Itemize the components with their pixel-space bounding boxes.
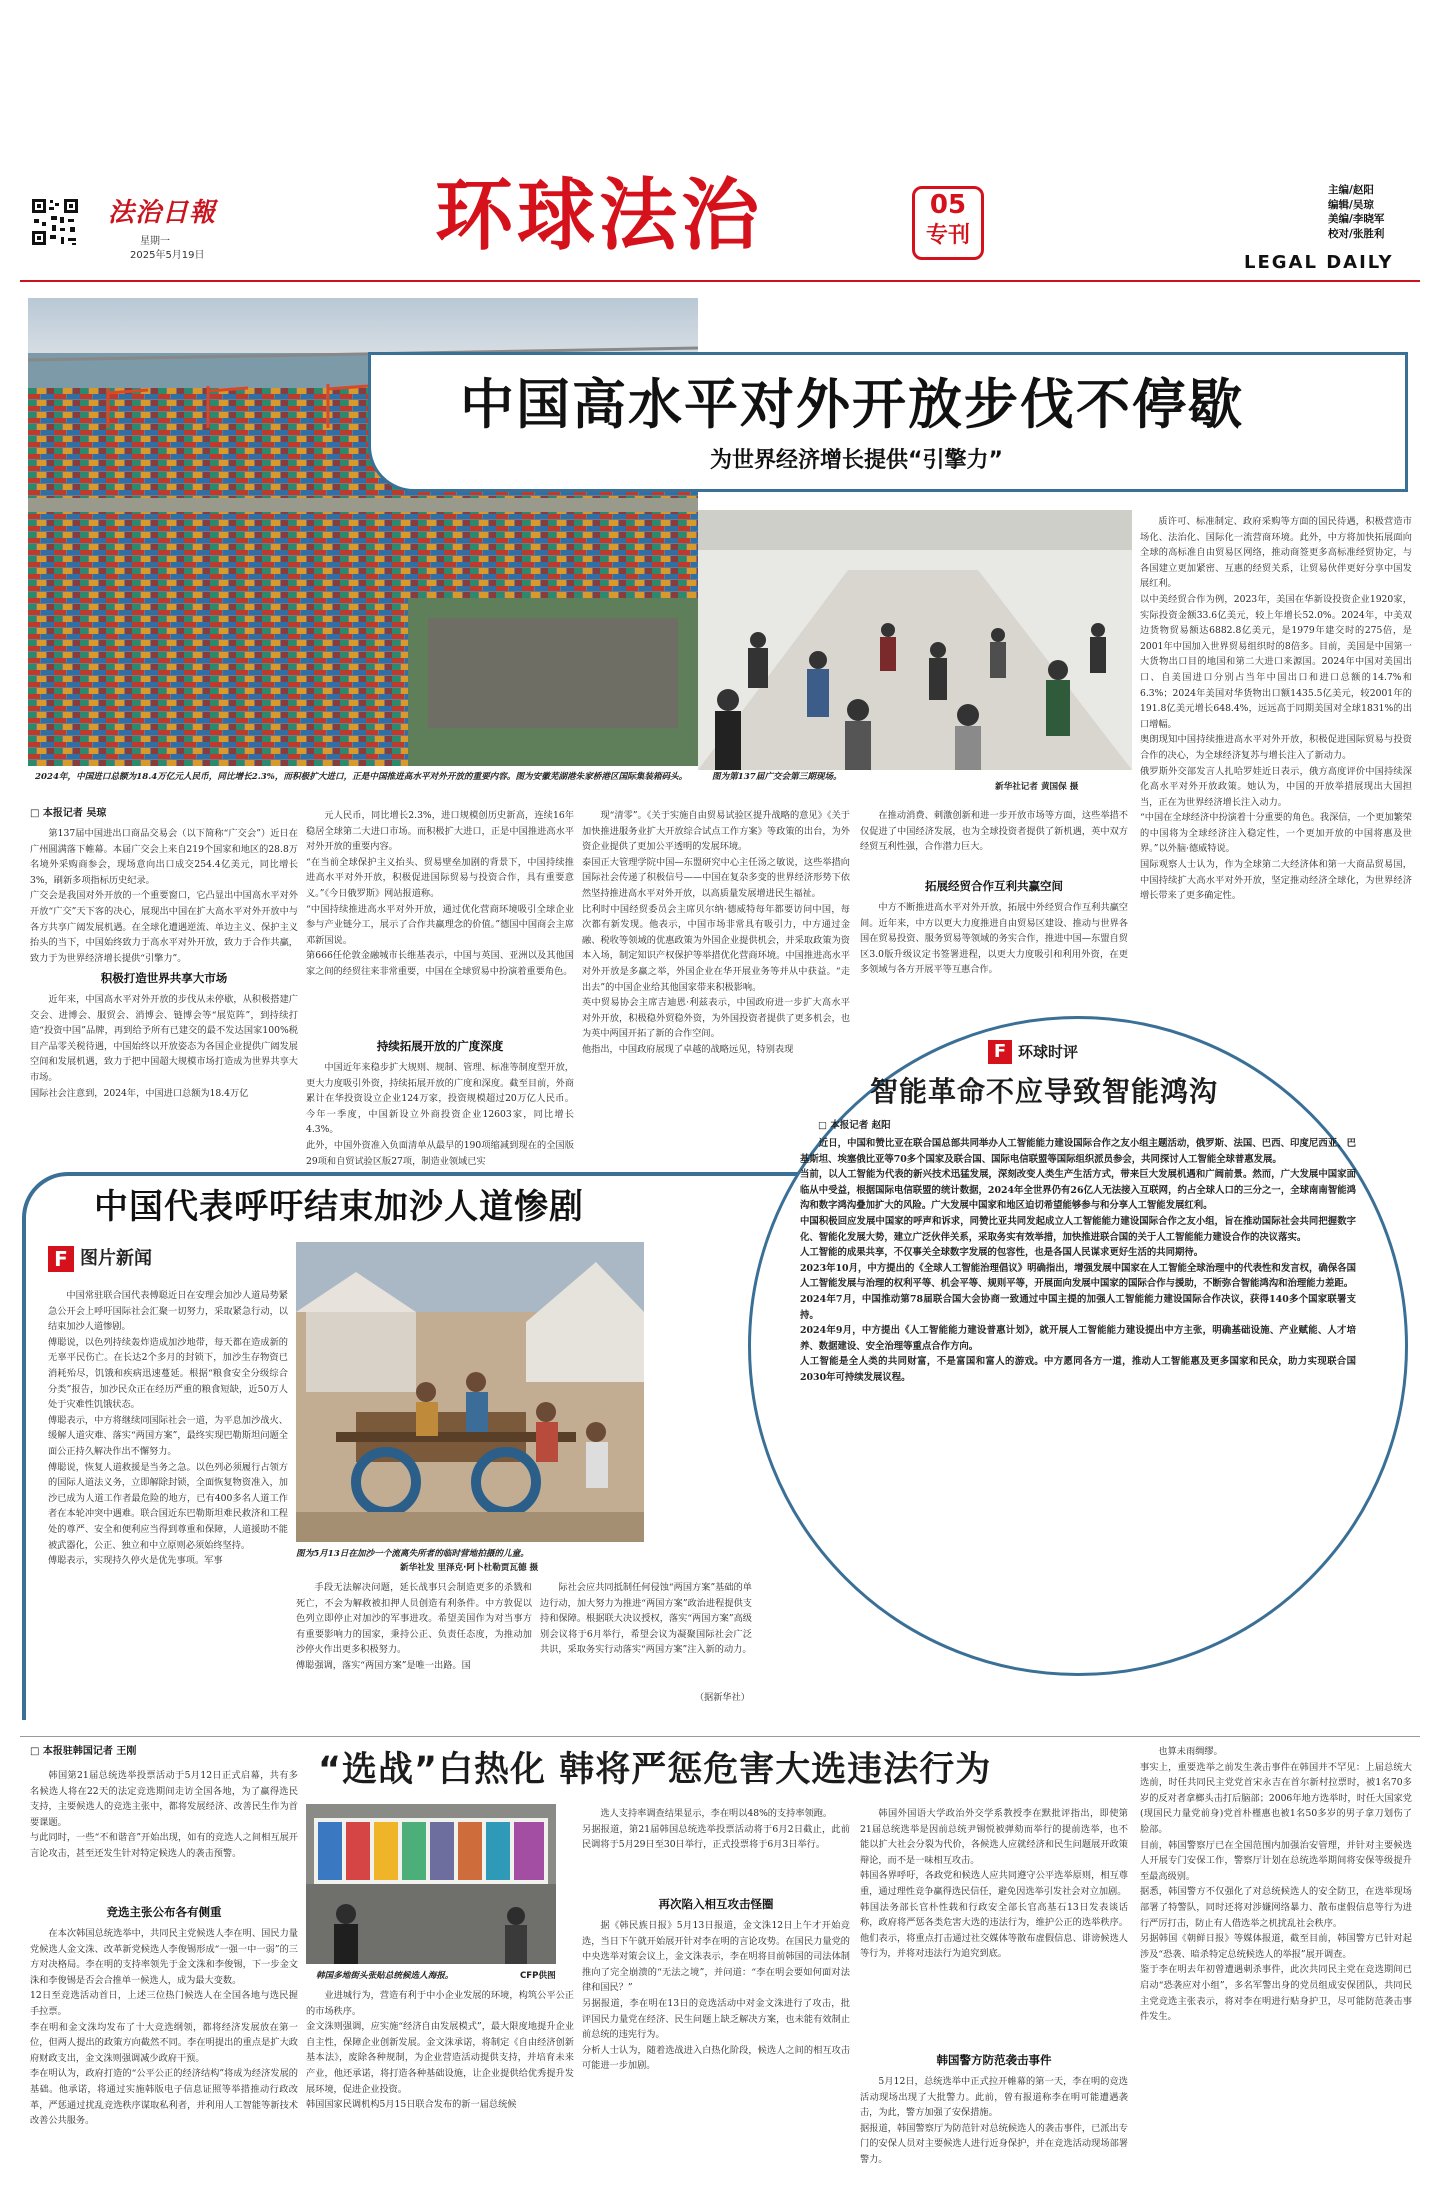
lead-col-4b-text: 中方不断推进高水平对外开放，拓展中外经贸合作互利共赢空间。近年来，中方以更大力度推进自由贸易区建设、推动与世界各国在贸易投资、服务贸易等领域的务实合作，推进中国—东盟自贸区3.0版升级议定书签署进程，以更大力度吸引和利用外资，在更多领域与各方开展平等互惠合作。 bbox=[860, 902, 1128, 976]
lead-col-3-text: 现“清零”。《关于实施自由贸易试验区提升战略的意见》《关于加快推进服务业扩大开放综合试点工作方案》等政策的出台，为外资企业提供了更加公平透明的发展环境。 泰国正大管理学院中国—东盟研究中心主任汤之敏说，这些举措向国际社会传递了积极信号——中国在复杂多变的世界经济形势下依然坚持推进高水平对外开放，以高质量发展增进民生福祉。 比利时中国经贸委员会主席贝尔纳·德威特每年都要访问中国，每次都有新发现。他表示，中国市场非常具有吸引力，中方通过金融、税收等领域的优惠政策为外国企业提供机会，并采取政策为资本入场，制定知识产权保护等举措优化营商环境。中国推进高水平对外开放是多赢之举，外国企业在华开展业务等并从中获益。“走出去”的中国企业给其他国家带来积极影响。 英中贸易协会主席吉迪恩·利兹表示，中国政府进一步扩大高水平对外开放，积极稳外贸稳外资，为外国投资者提供了更多机会，也为英中两国开拓了新的合作空间。 他指出，中国政府展现了卓越的战略远见，特别表现 bbox=[582, 810, 850, 1055]
lead-col-2b-text: 中国近年来稳步扩大规则、规制、管理、标准等制度型开放，更大力度吸引外资，持续拓展开放的广度和深度。截至目前，外商累计在华投资设立企业124万家，投资规模超过20万亿人民币。今年一季度，中国新设立外商投资企业12603家，同比增长4.3%。 此外，中国外资准入负面清单从最早的190项缩减到现在的全国版29项和自贸试验区版27项，制造业领域已实 bbox=[306, 1062, 574, 1167]
canton-fair-caption: 图为第137届广交会第三期现场。 bbox=[712, 772, 842, 782]
gaza-col-1 bbox=[48, 1288, 288, 1708]
korea-subhead-2: 再次陷入相互攻击怪圈 bbox=[658, 1897, 774, 1911]
korea-col-2 bbox=[306, 1988, 574, 2176]
page-number: 05 bbox=[929, 190, 967, 220]
brand-en: LEGAL DAILY bbox=[1244, 252, 1394, 273]
lead-col-1b bbox=[30, 992, 298, 1164]
korea-col-3a bbox=[582, 1806, 850, 1890]
korea-col-3a-text: 选人支持率调查结果显示，李在明以48%的支持率领跑。 另据报道，第21届韩国总统选举投票活动将于6月2日截止，此前民调将于5月29日至30日举行，正式投票将于6月3日举行。 bbox=[582, 1808, 850, 1851]
korea-col-5 bbox=[1140, 1744, 1412, 2176]
korea-byline: □ 本报驻韩国记者 王刚 bbox=[30, 1746, 137, 1757]
qr-code-icon[interactable] bbox=[30, 197, 80, 247]
korea-col-1a-text: 韩国第21届总统选举投票活动于5月12日正式启幕，共有多名候选人将在22天的法定竞选期间走访全国各地，为了赢得选民支持，主要候选人的竞选主张中，都将发展经济、改善民生作为首要课题。 与此同时，一些“不和谐音”开始出现，如有的竞选人之间相互展开言论攻击，甚至还发生针对特定候选人的袭击预警。 bbox=[30, 1770, 298, 1859]
korea-col-1a bbox=[30, 1768, 298, 1898]
commentary-byline: □ 本报记者 赵阳 bbox=[818, 1120, 891, 1131]
korea-subhead-3: 韩国警方防范袭击事件 bbox=[936, 2053, 1052, 2067]
lead-col-1b-text: 近年来，中国高水平对外开放的步伐从未停歇，从积极搭建广交会、进博会、服贸会、消博会、链博会等“展览阵”，到持续打造“投资中国”品牌，再到给予所有已建交的最不发达国家100%税目产品零关税待遇，中国始终以开放姿态为各国企业提供广阔发展空间和发展机遇，致力于把中国超大规模市场打造成为世界共享大市场。 国际社会注意到，2024年，中国进口总额为18.4万亿 bbox=[30, 994, 298, 1099]
korea-photo-credit: CFP供图 bbox=[520, 1971, 556, 1981]
lead-subheadline: 为世界经济增长提供“引擎力” bbox=[710, 448, 1003, 473]
canton-fair-photo bbox=[698, 510, 1132, 770]
issue-date: 2025年5月19日 bbox=[130, 250, 205, 261]
korea-col-1b-text: 在本次韩国总统选举中，共同民主党候选人李在明、国民力量党候选人金文洙、改革新党候选人李俊锡形成“一强一中一弱”的三方对决格局。李在明的支持率领先于金文洙和李俊锡，下一步金文洙和李俊锡是否会合推单一候选人，成为最大变数。 12日至竞选活动首日，上述三位热门候选人在全国各地与选民握手拉票。 李在明和金文洙均发布了十大竞选纲领，都将经济发展放在第一位，但两人提出的政策方向截然不同。李在明提出的重点是扩大政府财政支出，金文洙则强调减少政府干预。 李在明认为，政府打造的“公平公正的经济结构”将成为经济发展的基础。他承诺，将通过实施韩版电子信息证照等举措推动行政改革，严惩通过扰乱竞选秩序谋取私利者，并利用人工智能等新技术改善公共服务。 bbox=[30, 1928, 298, 2127]
gaza-photo-caption: 图为5月13日在加沙一个流离失所者的临时营地拍摄的儿童。 bbox=[296, 1549, 529, 1559]
korea-col-4a-text: 韩国外国语大学政治外交学系教授李在默批评指出，即使第21届总统选举是因前总统尹锡悦被弹劾而举行的提前选举，也不能以扩大社会分裂为代价，各候选人应就经济和民生问题展开政策辩论，而不是一味相互攻击。 韩国各界呼吁，各政党和候选人应共同遵守公平选举原则，相互尊重，通过理性竞争赢得选民信任，避免因选举引发社会对立加剧。 韩国法务部长官朴性载和行政安全部长官高基石13日发表谈话称，政府将严惩各类危害大选的违法行为，维护公正的选举秩序。他们表示，将重点打击通过社交媒体等散布虚假信息、诽谤候选人等行为，并将对违法行为追究到底。 bbox=[860, 1808, 1128, 1960]
gaza-col-2-text: 手段无法解决问题，延长战事只会制造更多的杀戮和死亡，不会为解救被扣押人员创造有利条件。中方敦促以色列立即停止对加沙的军事进攻。希望美国作为对当事方有重要影响力的国家，秉持公正、负责任态度，为推动加沙停火作出更多积极努力。 傅聪强调，落实“两国方案”是唯一出路。国 bbox=[296, 1582, 532, 1671]
commentary-badge-label: 环球时评 bbox=[1018, 1043, 1079, 1061]
lead-col-4b bbox=[860, 900, 1128, 976]
commentary-body-text: 近日，中国和赞比亚在联合国总部共同举办人工智能能力建设国际合作之友小组主题活动，俄罗斯、法国、巴西、印度尼西亚、巴基斯坦、埃塞俄比亚等70多个国家及联合国、国际电信联盟等国际组织派员参会，共同探讨人工智能全球普惠发展。 当前，以人工智能为代表的新兴技术迅猛发展，深刻改变人类生产生活方式，带来巨大发展机遇和广阔前景。然而，广大发展中国家面临从中受益，根据国际电信联盟的统计数据，2024年全世界仍有26亿人无法接入互联网，约占全球人口的三分之一，全球南南智能鸿沟和数字鸿沟叠加扩大的风险。广大发展中国家和地区迫切希望能够参与和分享人工智能发展红利。 中国积极回应发展中国家的呼声和诉求，同赞比亚共同发起成立人工智能能力建设国际合作之友小组，旨在推动国际社会共同把握数字化、智能化发展大势，建立广泛伙伴关系，采取务实有效举措，加快推进联合国的关于人工智能能力建设合作的决议落实。 人工智能的成果共享，不仅事关全球数字发展的包容性，也是各国人民谋求更好生活的共同期待。 2023年10月，中方提出的《全球人工智能治理倡议》明确指出，增强发展中国家在人工智能全球治理中的代表性和发言权，确保各国人工智能发展与治理的权利平等、机会平等、规则平等，开展面向发展中国家的国际合作与援助，不断弥合智能鸿沟和治理能力差距。 2024年7月，中国推动第78届联合国大会协商一致通过中国主提的加强人工智能能力建设国际合作决议，获得140多个国家联署支持。 2024年9月，中方提出《人工智能能力建设普惠计划》，就开展人工智能能力建设提出中方主张，明确基础设施、产业赋能、人才培养、数据建设、安全治理等重点合作方向。 人工智能是全人类的共同财富，不是富国和富人的游戏。中方愿同各方一道，推动人工智能惠及更多国家和民众，助力实现联合国2030年可持续发展议程。 bbox=[800, 1138, 1356, 1383]
lead-subhead-2: 持续拓展开放的广度深度 bbox=[376, 1039, 504, 1053]
section-title: 环球法治 bbox=[435, 171, 764, 261]
gaza-col-3-text: 际社会应共同抵制任何侵蚀“两国方案”基础的单边行动，加大努力为推进“两国方案”政治进程提供支持和保障。根据联大决议授权，落实“两国方案”高级别会议将于6月举行，希望会议为凝聚国际社会广泛共识，采取务实行动落实“两国方案”注入新的动力。 bbox=[540, 1582, 752, 1656]
lead-col-4a bbox=[860, 808, 1128, 872]
lead-col-3 bbox=[582, 808, 850, 1164]
gaza-photo-credit: 新华社发 里泽克·阿卜杜勒贾瓦德 摄 bbox=[400, 1563, 539, 1573]
korea-posters-photo bbox=[306, 1804, 556, 1964]
lead-col-5 bbox=[1140, 514, 1412, 984]
staff-list bbox=[1328, 183, 1384, 241]
page-badge bbox=[912, 186, 984, 260]
lead-byline: □ 本报记者 吴琼 bbox=[30, 808, 107, 819]
commentary-body bbox=[800, 1136, 1356, 1636]
commentary-headline: 智能革命不应导致智能鸿沟 bbox=[870, 1075, 1219, 1108]
staff-editor: 编辑/吴琼 bbox=[1328, 198, 1374, 211]
lead-subhead-3: 拓展经贸合作互利共赢空间 bbox=[925, 879, 1063, 893]
lead-col-1a-text: 第137届中国进出口商品交易会（以下简称“广交会”）近日在广州圆满落下帷幕。本届广交会上来自219个国家和地区的28.8万名境外采购商参会，现场意向出口成交254.4亿美元，同比增长3%，刷新多项指标历史纪录。 广交会是我国对外开放的一个重要窗口，它凸显出中国高水平对外开放“广交”天下客的决心，展现出中国在扩大高水平对外开放中与各方共享广阔发展机遇。在全球化遭遇逆流、单边主义、保护主义抬头的当下，中国始终致力于高水平对外开放，致力于合作共赢，致力于为世界经济增长提供“引擎力”。 bbox=[30, 828, 298, 964]
korea-col-4b-text: 5月12日，总统选举中正式拉开帷幕的第一天，李在明的竞选活动现场出现了大批警力。此前，曾有报道称李在明可能遭遇袭击，为此，警方加强了安保措施。 据报道，韩国警察厅为防范针对总统候选人的袭击事件，已派出专门的安保人员对主要候选人进行近身保护，并在竞选活动现场部署警力。 bbox=[860, 2076, 1128, 2165]
lead-subhead-1: 积极打造世界共享大市场 bbox=[100, 971, 228, 985]
masthead bbox=[0, 0, 1440, 330]
gaza-headline: 中国代表呼吁结束加沙人道惨剧 bbox=[94, 1187, 584, 1227]
lead-col-1a bbox=[30, 826, 298, 966]
lead-col-2b bbox=[306, 1060, 574, 1167]
staff-editor-in-chief: 主编/赵阳 bbox=[1328, 184, 1374, 196]
korea-col-4a bbox=[860, 1806, 1128, 2046]
port-photo-caption: 2024年，中国进口总额为18.4万亿元人民币，同比增长2.3%，而积极扩大进口，正是中国推进高水平对外开放的重要内容。图为安徽芜湖港朱家桥港区国际集装箱码头。 bbox=[35, 772, 688, 782]
staff-designer: 美编/李晓军 bbox=[1328, 213, 1385, 225]
korea-col-3b bbox=[582, 1918, 850, 2176]
masthead-divider bbox=[20, 280, 1420, 282]
lead-col-4a-text: 在推动消费、刺激创新和进一步开放市场等方面，这些举措不仅促进了中国经济发展，也为全球投资者提供了新机遇，英中双方经贸互利性强，合作潜力巨大。 bbox=[860, 810, 1128, 853]
korea-col-4b bbox=[860, 2074, 1128, 2176]
canton-fair-credit: 新华社记者 黄国保 摄 bbox=[995, 782, 1079, 792]
weekday: 星期一 bbox=[140, 236, 170, 247]
lead-col-2a bbox=[306, 808, 574, 1034]
photo-news-label: 图片新闻 bbox=[80, 1248, 152, 1269]
korea-divider bbox=[20, 1736, 1420, 1737]
paper-logo[interactable]: 法治日報 bbox=[108, 198, 217, 228]
lead-col-2a-text: 元人民币，同比增长2.3%，进口规模创历史新高，连续16年稳居全球第二大进口市场。而积极扩大进口，正是中国推进高水平对外开放的重要内容。 “在当前全球保护主义抬头、贸易壁垒加剧的背景下，中国持续推进高水平对外开放，积极促进国际贸易与投资合作，具有重要意义。”《今日俄罗斯》网站报道称。 “中国持续推进高水平对外开放，通过优化营商环境吸引全球企业参与产业链分工，展示了合作共赢理念的价值。”德国中国商会主席邓新国说。 第666任伦敦金融城市长维基表示，中国与英国、亚洲以及其他国家之间的经贸往来非常重要，中国在全球贸易中扮演着重要角色。 bbox=[306, 810, 574, 977]
gaza-source: （据新华社） bbox=[694, 1692, 750, 1703]
korea-subhead-1: 竞选主张公布各有侧重 bbox=[106, 1905, 222, 1919]
gaza-col-3 bbox=[540, 1580, 752, 1688]
gaza-col-1-text: 中国常驻联合国代表傅聪近日在安理会加沙人道局势紧急公开会上呼吁国际社会汇聚一切努力，采取紧急行动，以结束加沙人道惨剧。 傅聪说，以色列持续轰炸造成加沙地带，每天都在造成新的无辜平民伤亡。在长达2个多月的封锁下，加沙生存物资已消耗殆尽，饥饿和疾病迅速蔓延。根据“粮食安全分级综合分类”报告，加沙民众正在经历严重的粮食短缺，近50万人处于灾难性饥饿状态。 傅聪表示，中方将继续同国际社会一道，为平息加沙战火、缓解人道灾难、落实“两国方案”，最终实现巴勒斯坦问题全面公正持久解决作出不懈努力。 傅聪说，恢复人道救援是当务之急。以色列必须履行占领方的国际人道法义务，立即解除封锁，全面恢复物资准入，加沙已成为人道工作者最危险的地方，已有400多名人道工作者在本轮冲突中遇难。联合国近东巴勒斯坦难民救济和工程处的尊严、安全和便利应当得到尊重和保障，人道援助不能被武器化，公正、独立和中立原则必须始终坚持。 傅聪表示，实现持久停火是优先事项。军事 bbox=[48, 1290, 288, 1567]
korea-headline: “选战”白热化 韩将严惩危害大选违法行为 bbox=[318, 1750, 992, 1790]
korea-col-5-text: 也算未雨绸缪。 事实上，重要选举之前发生袭击事件在韩国并不罕见：上届总统大选前，时任共同民主党党首宋永吉在首尔新村拉票时，被1名70多岁的反对者拿榔头击打后脑部；2006年地方选举时，时任大国家党(现国民力量党前身)党首朴槿惠也被1名50多岁的男子拿刀划伤了脸部。 目前，韩国警察厅已在全国范围内加强治安管理，并针对主要候选人开展专门安保工作，警察厅计划在总统选举期间将安保等级提升至最高级别。 据悉，韩国警方不仅强化了对总统候选人的安全防卫，在选举现场部署了特警队，同时还将对涉嫌网络暴力、散布虚假信息等行为进行严厉打击，防止有人借选举之机扰乱社会秩序。 另据韩国《朝鲜日报》等媒体报道，截至目前，韩国警方已针对起涉及“恐袭、暗杀特定总统候选人的举报”展开调查。 鉴于李在明去年初曾遭遇刺杀事件，此次共同民主党在竞选期间已启动“恐袭应对小组”，多名军警出身的党员组成安保团队，共同民主党竞选主张表示，将对李在明进行贴身护卫，尽可能防范袭击事件发生。 bbox=[1140, 1746, 1412, 2023]
commentary-f-icon: F bbox=[988, 1040, 1012, 1064]
korea-col-2-text: 业进城行为，营造有利于中小企业发展的环境，构筑公平公正的市场秩序。 金文洙则强调，应实施“经济自由发展模式”，最大限度地提升企业自主性，保障企业创新发展。金文洙承诺，将制定《自由经济创新基本法》，废除各种规制，为企业营造活动提供支持，并培育未来产业，他还承诺，将打造各种基础设施，让企业提供给优秀提升发展环境，促进企业投资。 韩国国家民调机构5月15日联合发布的新一届总统候 bbox=[306, 1990, 574, 2111]
page-type: 专刊 bbox=[925, 223, 970, 248]
gaza-col-2 bbox=[296, 1580, 532, 1708]
gaza-photo bbox=[296, 1242, 644, 1542]
badge-f-icon: F bbox=[48, 1246, 74, 1272]
lead-col-5-text: 质许可、标准制定、政府采购等方面的国民待遇，积极营造市场化、法治化、国际化一流营商环境。此外，中方将加快拓展面向全球的高标准自由贸易区网络，推动商签更多高标准经贸协定，与各国建立更加紧密、互惠的经贸关系，让贸易伙伴更好分享中国发展红利。 以中美经贸合作为例，2023年，美国在华新设投资企业1920家，实际投资金额33.6亿美元，较上年增长52.0%。2024年，中美双边货物贸易额达6882.8亿美元，是1979年建交时的275倍，是2001年中国加入世界贸易组织时的8倍多。目前，美国是中国第一大货物出口目的地国和第二大进口来源国。2024年中国对美国出口、自美国进口分别占当年中国出口和进口总额的14.7%和6.3%；2024年美国对华货物出口额1435.5亿美元，较2001年的191.8亿美元增长648.4%，远远高于同期美国对全球1831%的出口增幅。 奥朗现知中国持续推进高水平对外开放，积极促进国际贸易与投资合作的决心，为全球经济复苏与增长注入了新动力。 俄罗斯外交部发言人扎哈罗娃近日表示，俄方高度评价中国持续深化高水平对外开放政策。她认为，中国的开放举措展现出大国担当，正在为世界经济增长注入动力。 “中国在全球经济中扮演着十分重要的角色。我深信，一个更加繁荣的中国将为全球经济注入稳定性，一个更加开放的中国将惠及世界。”以外脑·德威特说。 国际观察人士认为，作为全球第二大经济体和第一大商品贸易国，中国持续扩大高水平对外开放，坚定推动经济全球化，为世界经济增长带来了更多确定性。 bbox=[1140, 516, 1412, 902]
korea-col-1b bbox=[30, 1926, 298, 2176]
korea-col-3b-text: 据《韩民族日报》5月13日报道，金文洙12日上午才开始竞选，当日下午就开始展开针对李在明的言论攻势。在国民力量党的中央选举对策会议上，金文洙表示，李在明将目前韩国的司法体制推向了完全崩溃的“无法之境”，并问道：“李在明会要如何面对法律和国民？” 另据报道，李在明在13日的竞选活动中对金文洙进行了攻击，批评国民力量党在经济、民生问题上缺乏解决方案，也未能有效制止前总统的违宪行为。 分析人士认为，随着选战进入白热化阶段，候选人之间的相互攻击可能进一步加剧。 bbox=[582, 1920, 850, 2072]
staff-proofreader: 校对/张胜利 bbox=[1328, 227, 1385, 240]
korea-photo-caption: 韩国多地街头张贴总统候选人海报。 bbox=[316, 1971, 454, 1981]
lead-headline: 中国高水平对外开放步伐不停歇 bbox=[460, 373, 1244, 436]
